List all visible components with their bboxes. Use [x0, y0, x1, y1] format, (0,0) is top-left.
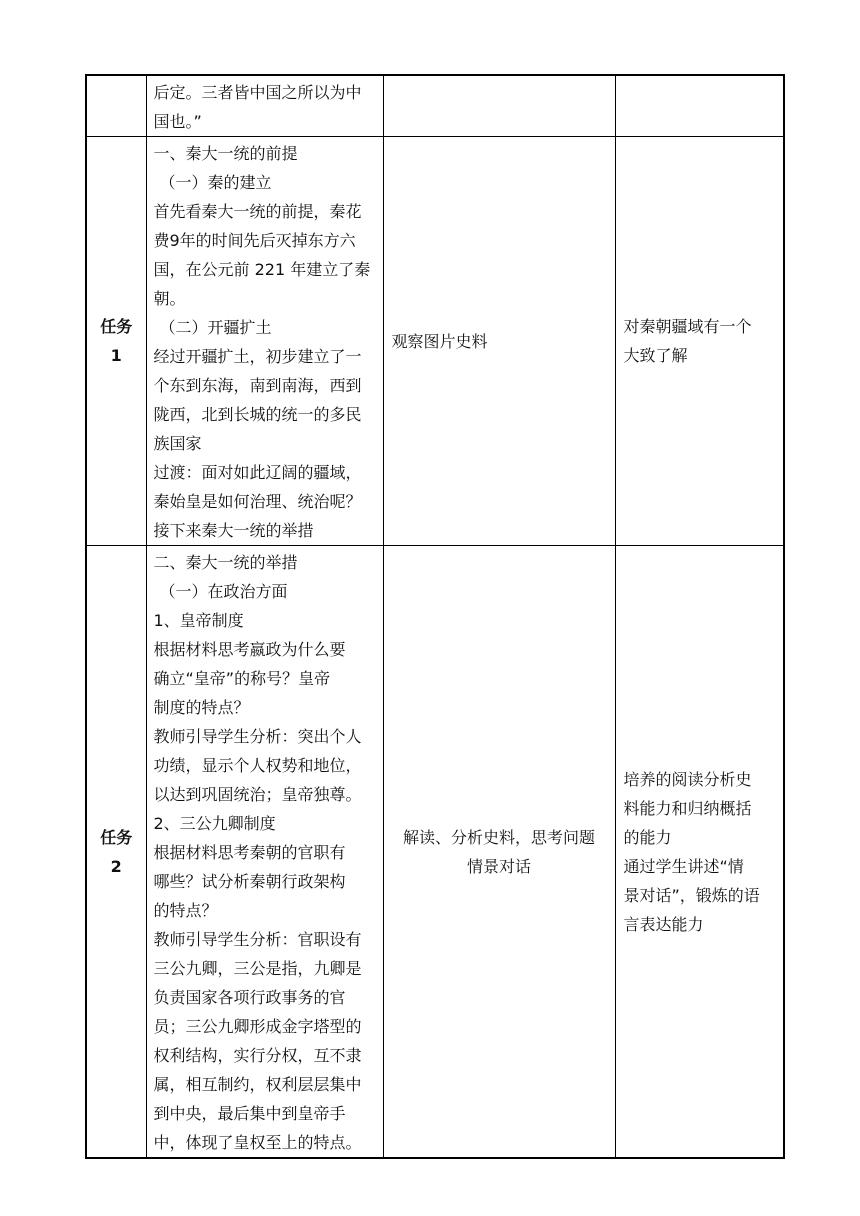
content-subheading: （一）在政治方面	[159, 582, 288, 601]
content-heading: 一、秦大一统的前提	[153, 144, 298, 163]
content-line: 属，相互制约，权利层层集中	[153, 1075, 362, 1094]
content-line: 以达到巩固统治；皇帝独尊。	[153, 785, 362, 804]
purpose-text: 景对话”，锻炼的语	[623, 885, 760, 905]
content-line: 到中央，最后集中到皇帝手	[153, 1104, 346, 1123]
content-line: 教师引导学生分析：突出个人	[153, 727, 362, 746]
content-line: 国，在公元前 221 年建立了秦	[153, 260, 371, 279]
lesson-plan-table	[85, 74, 785, 1159]
content-line: 确立“皇帝”的称号？皇帝	[153, 669, 331, 688]
content-subheading: （二）开疆扩土	[159, 318, 272, 337]
task-cell	[86, 137, 146, 546]
content-line: 个东到东海，南到南海，西到	[153, 376, 362, 395]
content-line: 秦始皇是如何治理、统治呢？	[153, 492, 362, 511]
content-line: 过渡：面对如此辽阔的疆域，	[153, 463, 362, 482]
content-line: 的特点？	[153, 901, 218, 920]
activity-cell	[383, 546, 615, 1159]
activity-text: 观察图片史料	[391, 331, 488, 351]
task-label: 任务	[100, 827, 133, 847]
activity-text: 解读、分析史料，思考问题	[402, 827, 595, 847]
table-row	[86, 546, 784, 1159]
content-line: 教师引导学生分析：官职设有	[153, 930, 362, 949]
content-line: 员；三公九卿形成金字塔型的	[153, 1017, 362, 1036]
table-row	[86, 75, 784, 137]
content-line: 陇西，北到长城的统一的多民	[153, 405, 362, 424]
content-line: 国也。”	[153, 112, 202, 131]
task-cell	[86, 546, 146, 1159]
task-cell	[86, 75, 146, 137]
content-line: 首先看秦大一统的前提，秦花	[153, 202, 362, 221]
content-line: 接下来秦大一统的举措	[153, 521, 314, 540]
table-row	[86, 137, 784, 546]
purpose-text: 料能力和归纳概括	[623, 798, 752, 818]
content-cell	[146, 546, 383, 1159]
purpose-text: 对秦朝疆域有一个	[623, 317, 752, 336]
content-line: 根据材料思考嬴政为什么要	[153, 640, 346, 659]
task-number: 1	[110, 346, 122, 365]
content-line: 三公九卿，三公是指，九卿是	[153, 959, 362, 978]
content-line: 2、三公九卿制度	[153, 814, 276, 833]
content-line: 1、皇帝制度	[153, 611, 244, 630]
purpose-text: 的能力	[623, 827, 672, 847]
content-line: 朝。	[153, 289, 186, 308]
purpose-text: 大致了解	[623, 346, 688, 365]
content-line: 经过开疆扩土，初步建立了一	[153, 347, 362, 366]
content-cell	[146, 75, 383, 137]
purpose-text: 言表达能力	[623, 914, 704, 934]
purpose-cell	[615, 75, 784, 137]
activity-cell	[383, 75, 615, 137]
purpose-text: 通过学生讲述“情	[623, 856, 744, 876]
content-subheading: （一）秦的建立	[159, 173, 272, 192]
activity-text: 情景对话	[466, 856, 531, 876]
content-line: 后定。三者皆中国之所以为中	[153, 83, 362, 102]
purpose-cell	[615, 137, 784, 546]
content-line: 负责国家各项行政事务的官	[153, 988, 346, 1007]
activity-cell	[383, 137, 615, 546]
content-line: 权利结构，实行分权，互不隶	[153, 1046, 362, 1065]
content-line: 哪些？试分析秦朝行政架构	[153, 872, 346, 891]
content-line: 费9年的时间先后灭掉东方六	[153, 231, 356, 250]
purpose-cell	[615, 546, 784, 1159]
purpose-text: 培养的阅读分析史	[623, 769, 752, 789]
content-line: 功绩，显示个人权势和地位，	[153, 756, 362, 775]
content-heading: 二、秦大一统的举措	[153, 553, 298, 572]
content-line: 族国家	[153, 434, 202, 453]
content-line: 中，体现了皇权至上的特点。	[153, 1133, 362, 1152]
content-line: 制度的特点？	[153, 698, 250, 717]
task-number: 2	[110, 856, 122, 876]
task-label: 任务	[100, 317, 133, 336]
content-line: 根据材料思考秦朝的官职有	[153, 843, 346, 862]
content-cell	[146, 137, 383, 546]
